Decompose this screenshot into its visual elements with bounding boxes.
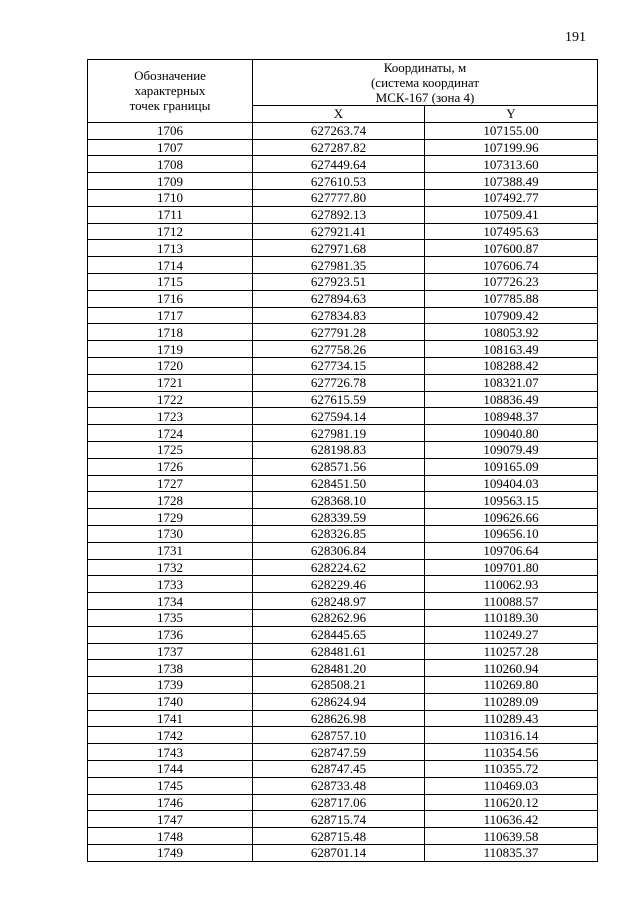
- x-coordinate-cell: 628339.59: [253, 509, 425, 526]
- y-coordinate-cell: 110289.09: [425, 693, 598, 710]
- point-id-cell: 1740: [88, 693, 253, 710]
- point-id-cell: 1719: [88, 341, 253, 358]
- y-coordinate-cell: 109656.10: [425, 525, 598, 542]
- y-coordinate-cell: 109404.03: [425, 475, 598, 492]
- x-column-header: X: [253, 106, 425, 123]
- point-id-cell: 1727: [88, 475, 253, 492]
- point-id-cell: 1718: [88, 324, 253, 341]
- table-row: [88, 223, 598, 240]
- y-coordinate-cell: 107785.88: [425, 290, 598, 307]
- table-row: [88, 761, 598, 778]
- table-row: [88, 576, 598, 593]
- x-coordinate-cell: 627791.28: [253, 324, 425, 341]
- table-row: [88, 777, 598, 794]
- point-id-cell: 1742: [88, 727, 253, 744]
- point-id-cell: 1739: [88, 677, 253, 694]
- y-coordinate-cell: 110355.72: [425, 761, 598, 778]
- x-coordinate-cell: 627615.59: [253, 391, 425, 408]
- y-coordinate-cell: 110269.80: [425, 677, 598, 694]
- table-row: [88, 593, 598, 610]
- x-coordinate-cell: 628757.10: [253, 727, 425, 744]
- table-row: [88, 828, 598, 845]
- y-coordinate-cell: 108163.49: [425, 341, 598, 358]
- point-id-cell: 1733: [88, 576, 253, 593]
- y-coordinate-cell: 107495.63: [425, 223, 598, 240]
- y-coordinate-cell: 108836.49: [425, 391, 598, 408]
- coordinates-table: [87, 59, 598, 862]
- point-id-cell: 1714: [88, 257, 253, 274]
- point-id-cell: 1706: [88, 122, 253, 139]
- y-coordinate-cell: 107509.41: [425, 206, 598, 223]
- point-id-cell: 1711: [88, 206, 253, 223]
- x-coordinate-cell: 627921.41: [253, 223, 425, 240]
- x-coordinate-cell: 627287.82: [253, 139, 425, 156]
- point-id-cell: 1734: [88, 593, 253, 610]
- x-coordinate-cell: 628733.48: [253, 777, 425, 794]
- x-coordinate-cell: 627734.15: [253, 357, 425, 374]
- y-coordinate-cell: 110639.58: [425, 828, 598, 845]
- table-row: [88, 509, 598, 526]
- table-row: [88, 660, 598, 677]
- point-id-cell: 1713: [88, 240, 253, 257]
- y-coordinate-cell: 109040.80: [425, 425, 598, 442]
- y-coordinate-cell: 108053.92: [425, 324, 598, 341]
- x-coordinate-cell: 627263.74: [253, 122, 425, 139]
- x-coordinate-cell: 627758.26: [253, 341, 425, 358]
- point-id-cell: 1743: [88, 744, 253, 761]
- table-row: [88, 273, 598, 290]
- y-coordinate-cell: 108321.07: [425, 374, 598, 391]
- table-row: [88, 710, 598, 727]
- y-coordinate-cell: 107606.74: [425, 257, 598, 274]
- table-row: [88, 542, 598, 559]
- table-row: [88, 341, 598, 358]
- y-coordinate-cell: 110249.27: [425, 626, 598, 643]
- point-id-cell: 1744: [88, 761, 253, 778]
- table-row: [88, 391, 598, 408]
- point-id-cell: 1748: [88, 828, 253, 845]
- table-row: [88, 626, 598, 643]
- x-coordinate-cell: 627726.78: [253, 374, 425, 391]
- x-coordinate-cell: 628368.10: [253, 492, 425, 509]
- point-id-cell: 1724: [88, 425, 253, 442]
- x-coordinate-cell: 628248.97: [253, 593, 425, 610]
- point-id-cell: 1731: [88, 542, 253, 559]
- x-coordinate-cell: 627923.51: [253, 273, 425, 290]
- y-coordinate-cell: 110062.93: [425, 576, 598, 593]
- table-row: [88, 139, 598, 156]
- point-id-cell: 1723: [88, 408, 253, 425]
- x-coordinate-cell: 628229.46: [253, 576, 425, 593]
- x-coordinate-cell: 628701.14: [253, 845, 425, 862]
- point-id-cell: 1717: [88, 307, 253, 324]
- point-id-cell: 1707: [88, 139, 253, 156]
- y-coordinate-cell: 107492.77: [425, 189, 598, 206]
- y-coordinate-cell: 110260.94: [425, 660, 598, 677]
- x-coordinate-cell: 628624.94: [253, 693, 425, 710]
- point-id-cell: 1736: [88, 626, 253, 643]
- table-row: [88, 677, 598, 694]
- table-row: [88, 257, 598, 274]
- point-id-cell: 1709: [88, 173, 253, 190]
- y-coordinate-cell: 110636.42: [425, 811, 598, 828]
- point-id-cell: 1726: [88, 458, 253, 475]
- y-coordinate-cell: 110088.57: [425, 593, 598, 610]
- y-coordinate-cell: 107600.87: [425, 240, 598, 257]
- x-coordinate-cell: 627834.83: [253, 307, 425, 324]
- point-id-cell: 1737: [88, 643, 253, 660]
- point-id-cell: 1738: [88, 660, 253, 677]
- point-id-cell: 1720: [88, 357, 253, 374]
- table-row: [88, 374, 598, 391]
- table-row: [88, 693, 598, 710]
- x-coordinate-cell: 628481.20: [253, 660, 425, 677]
- y-coordinate-cell: 107909.42: [425, 307, 598, 324]
- y-coordinate-cell: 110354.56: [425, 744, 598, 761]
- point-id-cell: 1729: [88, 509, 253, 526]
- y-coordinate-cell: 109706.64: [425, 542, 598, 559]
- x-coordinate-cell: 627981.19: [253, 425, 425, 442]
- y-column-header: Y: [425, 106, 598, 123]
- table-row: [88, 173, 598, 190]
- x-coordinate-cell: 627594.14: [253, 408, 425, 425]
- table-row: [88, 290, 598, 307]
- table-row: [88, 122, 598, 139]
- point-id-cell: 1728: [88, 492, 253, 509]
- x-coordinate-cell: 628481.61: [253, 643, 425, 660]
- table-row: [88, 525, 598, 542]
- x-coordinate-cell: 628626.98: [253, 710, 425, 727]
- x-coordinate-cell: 627894.63: [253, 290, 425, 307]
- y-coordinate-cell: 107199.96: [425, 139, 598, 156]
- x-coordinate-cell: 627610.53: [253, 173, 425, 190]
- x-coordinate-cell: 627449.64: [253, 156, 425, 173]
- point-id-cell: 1735: [88, 609, 253, 626]
- point-id-cell: 1710: [88, 189, 253, 206]
- y-coordinate-cell: 107155.00: [425, 122, 598, 139]
- x-coordinate-cell: 628715.74: [253, 811, 425, 828]
- point-id-cell: 1749: [88, 845, 253, 862]
- point-id-cell: 1721: [88, 374, 253, 391]
- table-row: [88, 307, 598, 324]
- point-id-cell: 1715: [88, 273, 253, 290]
- y-coordinate-cell: 109165.09: [425, 458, 598, 475]
- y-coordinate-cell: 107388.49: [425, 173, 598, 190]
- y-coordinate-cell: 110469.03: [425, 777, 598, 794]
- point-id-cell: 1722: [88, 391, 253, 408]
- table-row: [88, 744, 598, 761]
- table-row: [88, 794, 598, 811]
- x-coordinate-cell: 627981.35: [253, 257, 425, 274]
- table-row: [88, 425, 598, 442]
- y-coordinate-cell: 109079.49: [425, 441, 598, 458]
- point-id-cell: 1712: [88, 223, 253, 240]
- x-coordinate-cell: 628747.59: [253, 744, 425, 761]
- table-row: [88, 727, 598, 744]
- y-coordinate-cell: 108288.42: [425, 357, 598, 374]
- table-row: [88, 408, 598, 425]
- y-coordinate-cell: 108948.37: [425, 408, 598, 425]
- x-coordinate-cell: 628508.21: [253, 677, 425, 694]
- point-id-cell: 1716: [88, 290, 253, 307]
- point-id-cell: 1725: [88, 441, 253, 458]
- table-row: [88, 559, 598, 576]
- table-row: [88, 156, 598, 173]
- y-coordinate-cell: 110316.14: [425, 727, 598, 744]
- point-id-cell: 1747: [88, 811, 253, 828]
- y-coordinate-cell: 110289.43: [425, 710, 598, 727]
- x-coordinate-cell: 628306.84: [253, 542, 425, 559]
- point-column-header: Обозначение характерных точек границы: [88, 60, 253, 123]
- point-id-cell: 1708: [88, 156, 253, 173]
- table-row: [88, 240, 598, 257]
- table-row: [88, 643, 598, 660]
- table-row: [88, 324, 598, 341]
- table-header: [88, 60, 598, 123]
- x-coordinate-cell: 628198.83: [253, 441, 425, 458]
- point-id-cell: 1732: [88, 559, 253, 576]
- y-coordinate-cell: 109701.80: [425, 559, 598, 576]
- table-row: [88, 492, 598, 509]
- table-row: [88, 441, 598, 458]
- y-coordinate-cell: 107726.23: [425, 273, 598, 290]
- table-row: [88, 189, 598, 206]
- y-coordinate-cell: 110189.30: [425, 609, 598, 626]
- table-row: [88, 475, 598, 492]
- x-coordinate-cell: 628326.85: [253, 525, 425, 542]
- x-coordinate-cell: 628717.06: [253, 794, 425, 811]
- point-id-cell: 1730: [88, 525, 253, 542]
- x-coordinate-cell: 628747.45: [253, 761, 425, 778]
- y-coordinate-cell: 110257.28: [425, 643, 598, 660]
- table-row: [88, 458, 598, 475]
- y-coordinate-cell: 109626.66: [425, 509, 598, 526]
- table-row: [88, 845, 598, 862]
- table-row: [88, 206, 598, 223]
- x-coordinate-cell: 628445.65: [253, 626, 425, 643]
- y-coordinate-cell: 110835.37: [425, 845, 598, 862]
- x-coordinate-cell: 628224.62: [253, 559, 425, 576]
- x-coordinate-cell: 627971.68: [253, 240, 425, 257]
- table-body: [88, 122, 598, 861]
- point-id-cell: 1741: [88, 710, 253, 727]
- x-coordinate-cell: 628571.56: [253, 458, 425, 475]
- x-coordinate-cell: 628715.48: [253, 828, 425, 845]
- point-id-cell: 1746: [88, 794, 253, 811]
- coordinates-column-header: Координаты, м (система координат МСК-167 (зона 4): [253, 60, 598, 106]
- x-coordinate-cell: 628451.50: [253, 475, 425, 492]
- x-coordinate-cell: 628262.96: [253, 609, 425, 626]
- point-id-cell: 1745: [88, 777, 253, 794]
- x-coordinate-cell: 627777.80: [253, 189, 425, 206]
- y-coordinate-cell: 107313.60: [425, 156, 598, 173]
- table-row: [88, 357, 598, 374]
- y-coordinate-cell: 109563.15: [425, 492, 598, 509]
- x-coordinate-cell: 627892.13: [253, 206, 425, 223]
- table-row: [88, 609, 598, 626]
- page-number: 191: [565, 30, 586, 45]
- table-row: [88, 811, 598, 828]
- y-coordinate-cell: 110620.12: [425, 794, 598, 811]
